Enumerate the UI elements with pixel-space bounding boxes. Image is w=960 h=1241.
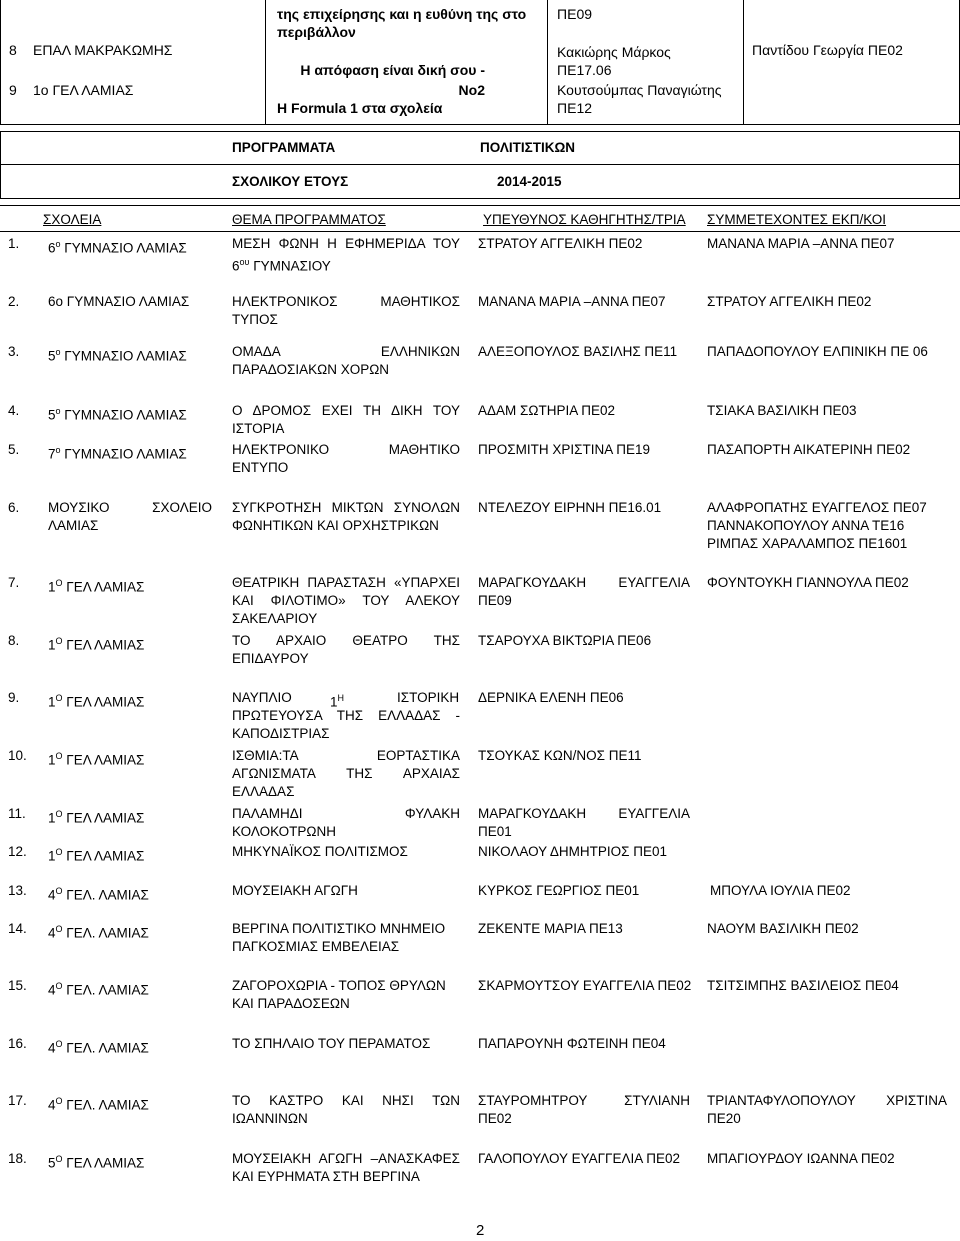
row-number: 10. bbox=[8, 748, 27, 763]
school-name: ΕΠΑΛ ΜΑΚΡΑΚΩΜΗΣ bbox=[33, 42, 173, 58]
program-topic: ΜΟΥΣΕΙΑΚΗ ΑΓΩΓΗ –ΑΝΑΣΚΑΦΕΣ bbox=[232, 1151, 460, 1166]
program-topic: ΟΜΑΔΑ ΕΛΛΗΝΙΚΩΝ bbox=[232, 344, 460, 359]
header-border bbox=[0, 131, 1, 199]
table-border bbox=[0, 231, 960, 232]
teacher-name: ΜΑΝΑΝΑ ΜΑΡΙΑ –ΑΝΝΑ ΠΕ07 bbox=[478, 294, 666, 309]
table-border bbox=[0, 0, 1, 124]
table-border bbox=[0, 124, 960, 125]
column-header-topic: ΘΕΜΑ ΠΡΟΓΡΑΜΜΑΤΟΣ bbox=[232, 212, 386, 227]
row-number: 14. bbox=[8, 921, 27, 936]
teacher-name: ΜΑΡΑΓΚΟΥΔΑΚΗ ΕΥΑΓΓΕΛΙΑ bbox=[478, 575, 690, 590]
participants: ΑΛΑΦΡΟΠΑΤΗΣ ΕΥΑΓΓΕΛΟΣ ΠΕ07 bbox=[707, 500, 927, 515]
program-topic: ΘΕΑΤΡΙΚΗ ΠΑΡΑΣΤΑΣΗ «ΥΠΑΡΧΕΙ bbox=[232, 575, 460, 590]
row-number: 8 bbox=[9, 42, 17, 58]
participants: Παντίδου Γεωργία ΠΕ02 bbox=[752, 42, 903, 58]
teacher-name: ΓΑΛΟΠΟΥΛΟΥ ΕΥΑΓΓΕΛΙΑ ΠΕ02 bbox=[478, 1151, 680, 1166]
teacher-specialty: ΠΕ02 bbox=[478, 1111, 512, 1126]
teacher-specialty: ΠΕ17.06 bbox=[557, 62, 612, 78]
teacher-name: ΑΔΑΜ ΣΩΤΗΡΙΑ ΠΕ02 bbox=[478, 403, 615, 418]
program-topic: $1^H$ bbox=[330, 693, 345, 710]
program-topic: ΚΟΛΟΚΟΤΡΩΝΗ bbox=[232, 824, 337, 839]
program-topic: ΤΟ ΚΑΣΤΡΟ ΚΑΙ ΝΗΣΙ ΤΩΝ bbox=[232, 1093, 460, 1108]
program-topic: Η Formula 1 στα σχολεία bbox=[277, 100, 443, 116]
teacher-name: ΤΣΑΡΟΥΧΑ ΒΙΚΤΩΡΙΑ ΠΕ06 bbox=[478, 633, 652, 648]
program-topic: ΚΑΙ ΦΙΛΟΤΙΜΟ» ΤΟΥ ΑΛΕΚΟΥ bbox=[232, 593, 460, 608]
table-border bbox=[0, 205, 960, 206]
program-topic: ΙΣΘΜΙΑ:ΤΑ ΕΟΡΤΑΣΤΙΚΑ bbox=[232, 748, 460, 763]
school-name: $6^o$ ΓΥΜΝΑΣΙΟ ΛΑΜΙΑΣ bbox=[48, 239, 187, 256]
school-name: $1^O$ ΓΕΛ ΛΑΜΙΑΣ bbox=[48, 751, 145, 768]
participants: ΠΑΣΑΠΟΡΤΗ ΑΙΚΑΤΕΡΙΝΗ ΠΕ02 bbox=[707, 442, 911, 457]
teacher-name: ΣΚΑΡΜΟΥΤΣΟΥ ΕΥΑΓΓΕΛΙΑ ΠΕ02 bbox=[478, 978, 692, 993]
row-number: 12. bbox=[8, 844, 27, 859]
program-topic: ΤΟ ΣΠΗΛΑΙΟ ΤΟΥ ΠΕΡΑΜΑΤΟΣ bbox=[232, 1036, 431, 1051]
school-name: 1ο ΓΕΛ ΛΑΜΙΑΣ bbox=[33, 82, 134, 98]
program-topic: ΕΠΙΔΑΥΡΟΥ bbox=[232, 651, 309, 666]
program-topic: ΒΕΡΓΙΝΑ ΠΟΛΙΤΙΣΤΙΚΟ ΜΝΗΜΕΙΟ bbox=[232, 921, 446, 936]
program-topic: ΙΣΤΟΡΙΚΗ bbox=[397, 690, 460, 705]
program-topic: ΠΑΓΚΟΣΜΙΑΣ ΕΜΒΕΛΕΙΑΣ bbox=[232, 939, 400, 954]
school-name: $4^O$ ΓΕΛ. ΛΑΜΙΑΣ bbox=[48, 924, 149, 941]
page-number: 2 bbox=[476, 1222, 485, 1239]
participants: ΡΙΜΠΑΣ ΧΑΡΑΛΑΜΠΟΣ ΠΕ1601 bbox=[707, 536, 908, 551]
program-topic: ΑΓΩΝΙΣΜΑΤΑ ΤΗΣ ΑΡΧΑΙΑΣ bbox=[232, 766, 460, 781]
school-name: $7^o$ ΓΥΜΝΑΣΙΟ ΛΑΜΙΑΣ bbox=[48, 445, 187, 462]
school-name: $4^O$ ΓΕΛ. ΛΑΜΙΑΣ bbox=[48, 886, 149, 903]
program-topic: ΠΡΩΤΕΥΟΥΣΑ ΤΗΣ ΕΛΛΑΔΑΣ - bbox=[232, 708, 460, 723]
teacher-name: ΤΣΟΥΚΑΣ ΚΩΝ/ΝΟΣ ΠΕ11 bbox=[478, 748, 642, 763]
teacher-name: ΔΕΡΝΙΚΑ ΕΛΕΝΗ ΠΕ06 bbox=[478, 690, 624, 705]
participants: ΤΣΙΤΣΙΜΠΗΣ ΒΑΣΙΛΕΙΟΣ ΠΕ04 bbox=[707, 978, 899, 993]
school-name: $5^o$ ΓΥΜΝΑΣΙΟ ΛΑΜΙΑΣ bbox=[48, 406, 187, 423]
column-header-participants: ΣΥΜΜΕΤΕΧΟΝΤΕΣ ΕΚΠ/ΚΟΙ bbox=[707, 212, 887, 227]
teacher-name: ΚΥΡΚΟΣ ΓΕΩΡΓΙΟΣ ΠΕ01 bbox=[478, 883, 640, 898]
program-topic: ΚΑΠΟΔΙΣΤΡΙΑΣ bbox=[232, 726, 330, 741]
row-number: 11. bbox=[8, 806, 26, 821]
table-border bbox=[265, 0, 266, 124]
program-topic: ΣΥΓΚΡΟΤΗΣΗ ΜΙΚΤΩΝ ΣΥΝΟΛΩΝ bbox=[232, 500, 460, 515]
participants: ΣΤΡΑΤΟΥ ΑΓΓΕΛΙΚΗ ΠΕ02 bbox=[707, 294, 872, 309]
teacher-name: ΑΛΕΞΟΠΟΥΛΟΣ ΒΑΣΙΛΗΣ ΠΕ11 bbox=[478, 344, 678, 359]
school-name: $4^O$ ΓΕΛ. ΛΑΜΙΑΣ bbox=[48, 1096, 149, 1113]
program-topic: ΠΑΡΑΔΟΣΙΑΚΩΝ ΧΟΡΩΝ bbox=[232, 362, 390, 377]
school-name: ΜΟΥΣΙΚΟ ΣΧΟΛΕΙΟ bbox=[48, 500, 212, 515]
table-border bbox=[547, 0, 548, 124]
teacher-name: ΠΑΠΑΡΟΥΝΗ ΦΩΤΕΙΝΗ ΠΕ04 bbox=[478, 1036, 666, 1051]
teacher-name: Κακιώρης Μάρκος bbox=[557, 44, 671, 60]
program-topic: ΕΝΤΥΠΟ bbox=[232, 460, 289, 475]
row-number: 16. bbox=[8, 1036, 27, 1051]
program-topic: ΤΥΠΟΣ bbox=[232, 312, 278, 327]
teacher-name: Κουτσούμπας Παναγιώτης bbox=[557, 82, 722, 98]
participants: ΜΠΑΓΙΟΥΡΔΟΥ ΙΩΑΝΝΑ ΠΕ02 bbox=[707, 1151, 895, 1166]
header-border bbox=[0, 131, 960, 132]
column-header-schools: ΣΧΟΛΕΙΑ bbox=[43, 212, 102, 227]
program-topic: Η απόφαση είναι δική σου - Νο2 bbox=[300, 62, 485, 98]
row-number: 7. bbox=[8, 575, 20, 590]
school-name: $1^O$ ΓΕΛ ΛΑΜΙΑΣ bbox=[48, 693, 145, 710]
program-topic: ΙΩΑΝΝΙΝΩΝ bbox=[232, 1111, 308, 1126]
teacher-name: ΝΤΕΛΕΖΟΥ ΕΙΡΗΝΗ ΠΕ16.01 bbox=[478, 500, 662, 515]
program-topic: Ο ΔΡΟΜΟΣ ΕΧΕΙ ΤΗ ΔΙΚΗ ΤΟΥ bbox=[232, 403, 460, 418]
program-topic: περιβάλλον bbox=[277, 24, 356, 40]
school-name: $4^O$ ΓΕΛ. ΛΑΜΙΑΣ bbox=[48, 981, 149, 998]
row-number: 13. bbox=[8, 883, 27, 898]
program-topic: ΕΛΛΑΔΑΣ bbox=[232, 784, 295, 799]
participants: ΜΑΝΑΝΑ ΜΑΡΙΑ –ΑΝΝΑ ΠΕ07 bbox=[707, 236, 895, 251]
teacher-name: ΜΑΡΑΓΚΟΥΔΑΚΗ ΕΥΑΓΓΕΛΙΑ bbox=[478, 806, 690, 821]
program-topic: ΜΟΥΣΕΙΑΚΗ ΑΓΩΓΗ bbox=[232, 883, 358, 898]
participants: ΤΣΙΑΚΑ ΒΑΣΙΛΙΚΗ ΠΕ03 bbox=[707, 403, 857, 418]
school-name: $5^O$ ΓΕΛ ΛΑΜΙΑΣ bbox=[48, 1154, 145, 1171]
row-number: 9. bbox=[8, 690, 20, 705]
row-number: 1. bbox=[8, 236, 20, 251]
row-number: 2. bbox=[8, 294, 20, 309]
school-name: $1^O$ ΓΕΛ ΛΑΜΙΑΣ bbox=[48, 636, 145, 653]
teacher-specialty: ΠΕ09 bbox=[478, 593, 512, 608]
header-border bbox=[0, 198, 960, 199]
participants: ΤΡΙΑΝΤΑΦΥΛΟΠΟΥΛΟΥ ΧΡΙΣΤΙΝΑ bbox=[707, 1093, 947, 1108]
participants: ΠΕ20 bbox=[707, 1111, 741, 1126]
participants: ΠΑΠΑΔΟΠΟΥΛΟΥ ΕΛΠΙΝΙΚΗ ΠΕ 06 bbox=[707, 344, 928, 359]
school-name: $1^O$ ΓΕΛ ΛΑΜΙΑΣ bbox=[48, 578, 145, 595]
column-header-teacher: ΥΠΕΥΘΥΝΟΣ ΚΑΘΗΓΗΤΗΣ/ΤΡΙΑ bbox=[483, 212, 686, 227]
program-topic: ΚΑΙ ΠΑΡΑΔΟΣΕΩΝ bbox=[232, 996, 350, 1011]
teacher-name: ΝΙΚΟΛΑΟΥ ΔΗΜΗΤΡΙΟΣ ΠΕ01 bbox=[478, 844, 668, 859]
program-topic: ΤΟ ΑΡΧΑΙΟ ΘΕΑΤΡΟ ΤΗΣ bbox=[232, 633, 460, 648]
school-name: ΛΑΜΙΑΣ bbox=[48, 518, 99, 533]
school-name: $1^O$ ΓΕΛ ΛΑΜΙΑΣ bbox=[48, 809, 145, 826]
program-topic: ΣΑΚΕΛΑΡΙΟΥ bbox=[232, 611, 318, 626]
row-number: 9 bbox=[9, 82, 17, 98]
teacher-name: ΣΤΡΑΤΟΥ ΑΓΓΕΛΙΚΗ ΠΕ02 bbox=[478, 236, 643, 251]
school-name: $4^O$ ΓΕΛ. ΛΑΜΙΑΣ bbox=[48, 1039, 149, 1056]
program-topic: ΠΑΛΑΜΗΔΙ ΦΥΛΑΚΗ bbox=[232, 806, 460, 821]
teacher-specialty: ΠΕ12 bbox=[557, 100, 593, 116]
row-number: 18. bbox=[8, 1151, 27, 1166]
program-topic: ΖΑΓΟΡΟΧΩΡΙΑ - ΤΟΠΟΣ ΘΡΥΛΩΝ bbox=[232, 978, 446, 993]
table-border bbox=[743, 0, 744, 124]
program-topic: ΗΛΕΚΤΡΟΝΙΚΟ ΜΑΘΗΤΙΚΟ bbox=[232, 442, 460, 457]
school-name: 6ο ΓΥΜΝΑΣΙΟ ΛΑΜΙΑΣ bbox=[48, 294, 190, 309]
program-topic: ΝΑΥΠΛΙΟ bbox=[232, 690, 292, 705]
row-number: 17. bbox=[8, 1093, 27, 1108]
header-border bbox=[0, 164, 960, 165]
participants: ΦΟΥΝΤΟΥΚΗ ΓΙΑΝΝΟΥΛΑ ΠΕ02 bbox=[707, 575, 909, 590]
teacher-specialty: ΠΕ09 bbox=[557, 6, 593, 22]
participants: ΜΠΟΥΛΑ ΙΟΥΛΙΑ ΠΕ02 bbox=[710, 883, 851, 898]
row-number: 5. bbox=[8, 442, 20, 457]
row-number: 8. bbox=[8, 633, 20, 648]
participants: ΠΑΝΝΑΚΟΠΟΥΛΟΥ ΑΝΝΑ ΤΕ16 bbox=[707, 518, 905, 533]
row-number: 3. bbox=[8, 344, 20, 359]
teacher-specialty: ΠΕ01 bbox=[478, 824, 512, 839]
header-school-year-label: ΣΧΟΛΙΚΟΥ ΕΤΟΥΣ bbox=[232, 174, 349, 189]
school-name: $1^O$ ΓΕΛ ΛΑΜΙΑΣ bbox=[48, 847, 145, 864]
header-cultural: ΠΟΛΙΤΙΣΤΙΚΩΝ bbox=[480, 140, 576, 155]
program-topic: $6^{o\upsilon}$ ΓΥΜΝΑΣΙΟΥ bbox=[232, 257, 331, 274]
row-number: 15. bbox=[8, 978, 27, 993]
teacher-name: ΠΡΟΣΜΙΤΗ ΧΡΙΣΤΙΝΑ ΠΕ19 bbox=[478, 442, 650, 457]
teacher-name: ΖΕΚΕΝΤΕ ΜΑΡΙΑ ΠΕ13 bbox=[478, 921, 623, 936]
header-school-year: 2014-2015 bbox=[497, 174, 562, 189]
program-topic: ΜΗΚΥΝΑΪΚΟΣ ΠΟΛΙΤΙΣΜΟΣ bbox=[232, 844, 408, 859]
row-number: 4. bbox=[8, 403, 20, 418]
program-topic: ΗΛΕΚΤΡΟΝΙΚΟΣ ΜΑΘΗΤΙΚΟΣ bbox=[232, 294, 460, 309]
program-topic: ΚΑΙ ΕΥΡΗΜΑΤΑ ΣΤΗ ΒΕΡΓΙΝΑ bbox=[232, 1169, 420, 1184]
row-number: 6. bbox=[8, 500, 20, 515]
participants: ΝΑΟΥΜ ΒΑΣΙΛΙΚΗ ΠΕ02 bbox=[707, 921, 859, 936]
school-name: $5^o$ ΓΥΜΝΑΣΙΟ ΛΑΜΙΑΣ bbox=[48, 347, 187, 364]
program-topic: της επιχείρησης και η ευθύνη της στο bbox=[277, 6, 527, 22]
header-programs: ΠΡΟΓΡΑΜΜΑΤΑ bbox=[232, 140, 336, 155]
program-topic: ΜΕΣΗ ΦΩΝΗ Η ΕΦΗΜΕΡΙΔΑ ΤΟΥ bbox=[232, 236, 460, 251]
program-topic: ΙΣΤΟΡΙΑ bbox=[232, 421, 285, 436]
program-topic: ΦΩΝΗΤΙΚΩΝ ΚΑΙ ΟΡΧΗΣΤΡΙΚΩΝ bbox=[232, 518, 439, 533]
teacher-name: ΣΤΑΥΡΟΜΗΤΡΟΥ ΣΤΥΛΙΑΝΗ bbox=[478, 1093, 690, 1108]
